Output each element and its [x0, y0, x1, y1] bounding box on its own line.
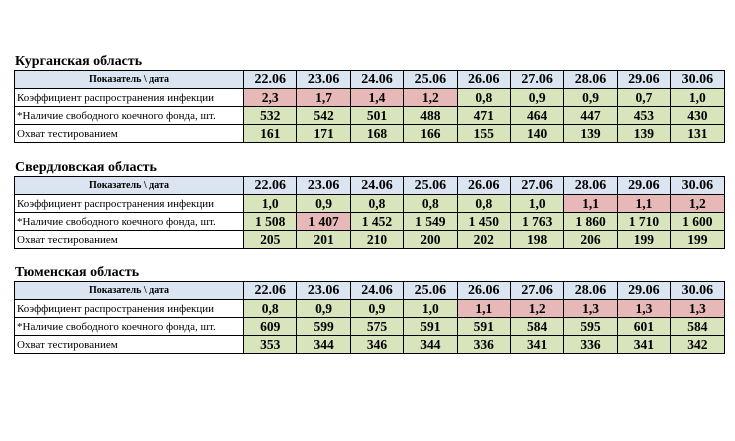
value-cell: 501 — [350, 107, 403, 125]
region-title: Тюменская область — [15, 265, 140, 280]
value-cell: 0,9 — [564, 89, 617, 107]
value-cell: 199 — [671, 231, 724, 249]
date-header-cell: 23.06 — [297, 177, 350, 195]
value-cell: 0,7 — [617, 89, 670, 107]
region-table — [14, 281, 725, 354]
value-cell: 1 450 — [457, 213, 510, 231]
value-cell: 131 — [671, 125, 724, 143]
date-header-cell: 30.06 — [671, 71, 724, 89]
value-cell: 0,8 — [457, 195, 510, 213]
value-cell: 1,3 — [671, 300, 724, 318]
value-cell: 488 — [404, 107, 457, 125]
header-row — [15, 71, 725, 89]
date-header-cell: 28.06 — [564, 71, 617, 89]
date-header-cell: 22.06 — [244, 282, 297, 300]
value-cell: 336 — [564, 336, 617, 354]
header-row — [15, 177, 725, 195]
region-title: Свердловская область — [15, 160, 157, 175]
value-cell: 464 — [510, 107, 563, 125]
indicator-label-cell: *Наличие свободного коечного фонда, шт. — [15, 318, 244, 336]
date-header-cell: 28.06 — [564, 282, 617, 300]
value-cell: 1 508 — [244, 213, 297, 231]
indicator-label-cell: Охват тестированием — [15, 231, 244, 249]
date-header-cell: 27.06 — [510, 177, 563, 195]
date-header-cell: 24.06 — [350, 282, 403, 300]
value-cell: 1 600 — [671, 213, 724, 231]
value-cell: 0,9 — [510, 89, 563, 107]
value-cell: 344 — [404, 336, 457, 354]
value-cell: 344 — [297, 336, 350, 354]
date-header-cell: 24.06 — [350, 71, 403, 89]
date-header-cell: 22.06 — [244, 71, 297, 89]
value-cell: 1,0 — [404, 300, 457, 318]
value-cell: 341 — [617, 336, 670, 354]
value-cell: 584 — [671, 318, 724, 336]
value-cell: 1,2 — [510, 300, 563, 318]
value-cell: 168 — [350, 125, 403, 143]
value-cell: 336 — [457, 336, 510, 354]
value-cell: 342 — [671, 336, 724, 354]
value-cell: 202 — [457, 231, 510, 249]
value-cell: 198 — [510, 231, 563, 249]
value-cell: 1 549 — [404, 213, 457, 231]
region-block — [14, 265, 725, 354]
date-header-cell: 26.06 — [457, 177, 510, 195]
value-cell: 1 763 — [510, 213, 563, 231]
date-header-cell: 22.06 — [244, 177, 297, 195]
table-row — [15, 300, 725, 318]
indicator-label-cell: Охват тестированием — [15, 125, 244, 143]
date-header-cell: 29.06 — [617, 282, 670, 300]
value-cell: 0,8 — [350, 195, 403, 213]
date-header-cell: 28.06 — [564, 177, 617, 195]
table-row — [15, 318, 725, 336]
table-row — [15, 195, 725, 213]
date-header-cell: 23.06 — [297, 71, 350, 89]
value-cell: 1,2 — [404, 89, 457, 107]
table-row — [15, 213, 725, 231]
date-header-cell: 23.06 — [297, 282, 350, 300]
table-row — [15, 125, 725, 143]
region-title: Курганская область — [15, 54, 143, 69]
value-cell: 1,4 — [350, 89, 403, 107]
table-row — [15, 107, 725, 125]
value-cell: 542 — [297, 107, 350, 125]
value-cell: 155 — [457, 125, 510, 143]
value-cell: 1 407 — [297, 213, 350, 231]
table-row — [15, 89, 725, 107]
table-row — [15, 336, 725, 354]
region-block — [14, 54, 725, 143]
value-cell: 1,0 — [510, 195, 563, 213]
indicator-label-cell: *Наличие свободного коечного фонда, шт. — [15, 107, 244, 125]
value-cell: 206 — [564, 231, 617, 249]
value-cell: 1,1 — [457, 300, 510, 318]
region-block — [14, 160, 725, 249]
value-cell: 0,8 — [404, 195, 457, 213]
value-cell: 0,8 — [457, 89, 510, 107]
header-label-cell: Показатель \ дата — [15, 282, 244, 300]
value-cell: 1,1 — [564, 195, 617, 213]
value-cell: 471 — [457, 107, 510, 125]
value-cell: 1,0 — [671, 89, 724, 107]
date-header-cell: 26.06 — [457, 282, 510, 300]
value-cell: 200 — [404, 231, 457, 249]
value-cell: 609 — [244, 318, 297, 336]
value-cell: 161 — [244, 125, 297, 143]
value-cell: 599 — [297, 318, 350, 336]
date-header-cell: 24.06 — [350, 177, 403, 195]
date-header-cell: 29.06 — [617, 177, 670, 195]
date-header-cell: 30.06 — [671, 177, 724, 195]
value-cell: 601 — [617, 318, 670, 336]
value-cell: 341 — [510, 336, 563, 354]
value-cell: 1 452 — [350, 213, 403, 231]
value-cell: 0,8 — [244, 300, 297, 318]
date-header-cell: 30.06 — [671, 282, 724, 300]
value-cell: 1,3 — [617, 300, 670, 318]
value-cell: 166 — [404, 125, 457, 143]
value-cell: 453 — [617, 107, 670, 125]
date-header-cell: 26.06 — [457, 71, 510, 89]
value-cell: 1,3 — [564, 300, 617, 318]
value-cell: 346 — [350, 336, 403, 354]
header-label-cell: Показатель \ дата — [15, 177, 244, 195]
value-cell: 430 — [671, 107, 724, 125]
value-cell: 1 860 — [564, 213, 617, 231]
value-cell: 171 — [297, 125, 350, 143]
value-cell: 1 710 — [617, 213, 670, 231]
header-row — [15, 282, 725, 300]
value-cell: 595 — [564, 318, 617, 336]
value-cell: 2,3 — [244, 89, 297, 107]
date-header-cell: 25.06 — [404, 71, 457, 89]
value-cell: 584 — [510, 318, 563, 336]
header-label-cell: Показатель \ дата — [15, 71, 244, 89]
value-cell: 201 — [297, 231, 350, 249]
value-cell: 575 — [350, 318, 403, 336]
indicator-label-cell: Коэффициент распространения инфекции — [15, 300, 244, 318]
value-cell: 205 — [244, 231, 297, 249]
value-cell: 0,9 — [350, 300, 403, 318]
value-cell: 447 — [564, 107, 617, 125]
value-cell: 591 — [457, 318, 510, 336]
value-cell: 353 — [244, 336, 297, 354]
region-table — [14, 176, 725, 249]
indicator-label-cell: Охват тестированием — [15, 336, 244, 354]
value-cell: 1,7 — [297, 89, 350, 107]
table-row — [15, 231, 725, 249]
date-header-cell: 27.06 — [510, 71, 563, 89]
date-header-cell: 29.06 — [617, 71, 670, 89]
value-cell: 1,0 — [244, 195, 297, 213]
value-cell: 140 — [510, 125, 563, 143]
date-header-cell: 25.06 — [404, 282, 457, 300]
date-header-cell: 27.06 — [510, 282, 563, 300]
indicator-label-cell: Коэффициент распространения инфекции — [15, 195, 244, 213]
value-cell: 139 — [617, 125, 670, 143]
value-cell: 139 — [564, 125, 617, 143]
value-cell: 0,9 — [297, 300, 350, 318]
value-cell: 532 — [244, 107, 297, 125]
value-cell: 199 — [617, 231, 670, 249]
value-cell: 0,9 — [297, 195, 350, 213]
value-cell: 210 — [350, 231, 403, 249]
date-header-cell: 25.06 — [404, 177, 457, 195]
indicator-label-cell: Коэффициент распространения инфекции — [15, 89, 244, 107]
indicator-label-cell: *Наличие свободного коечного фонда, шт. — [15, 213, 244, 231]
value-cell: 1,2 — [671, 195, 724, 213]
value-cell: 591 — [404, 318, 457, 336]
value-cell: 1,1 — [617, 195, 670, 213]
region-table — [14, 70, 725, 143]
